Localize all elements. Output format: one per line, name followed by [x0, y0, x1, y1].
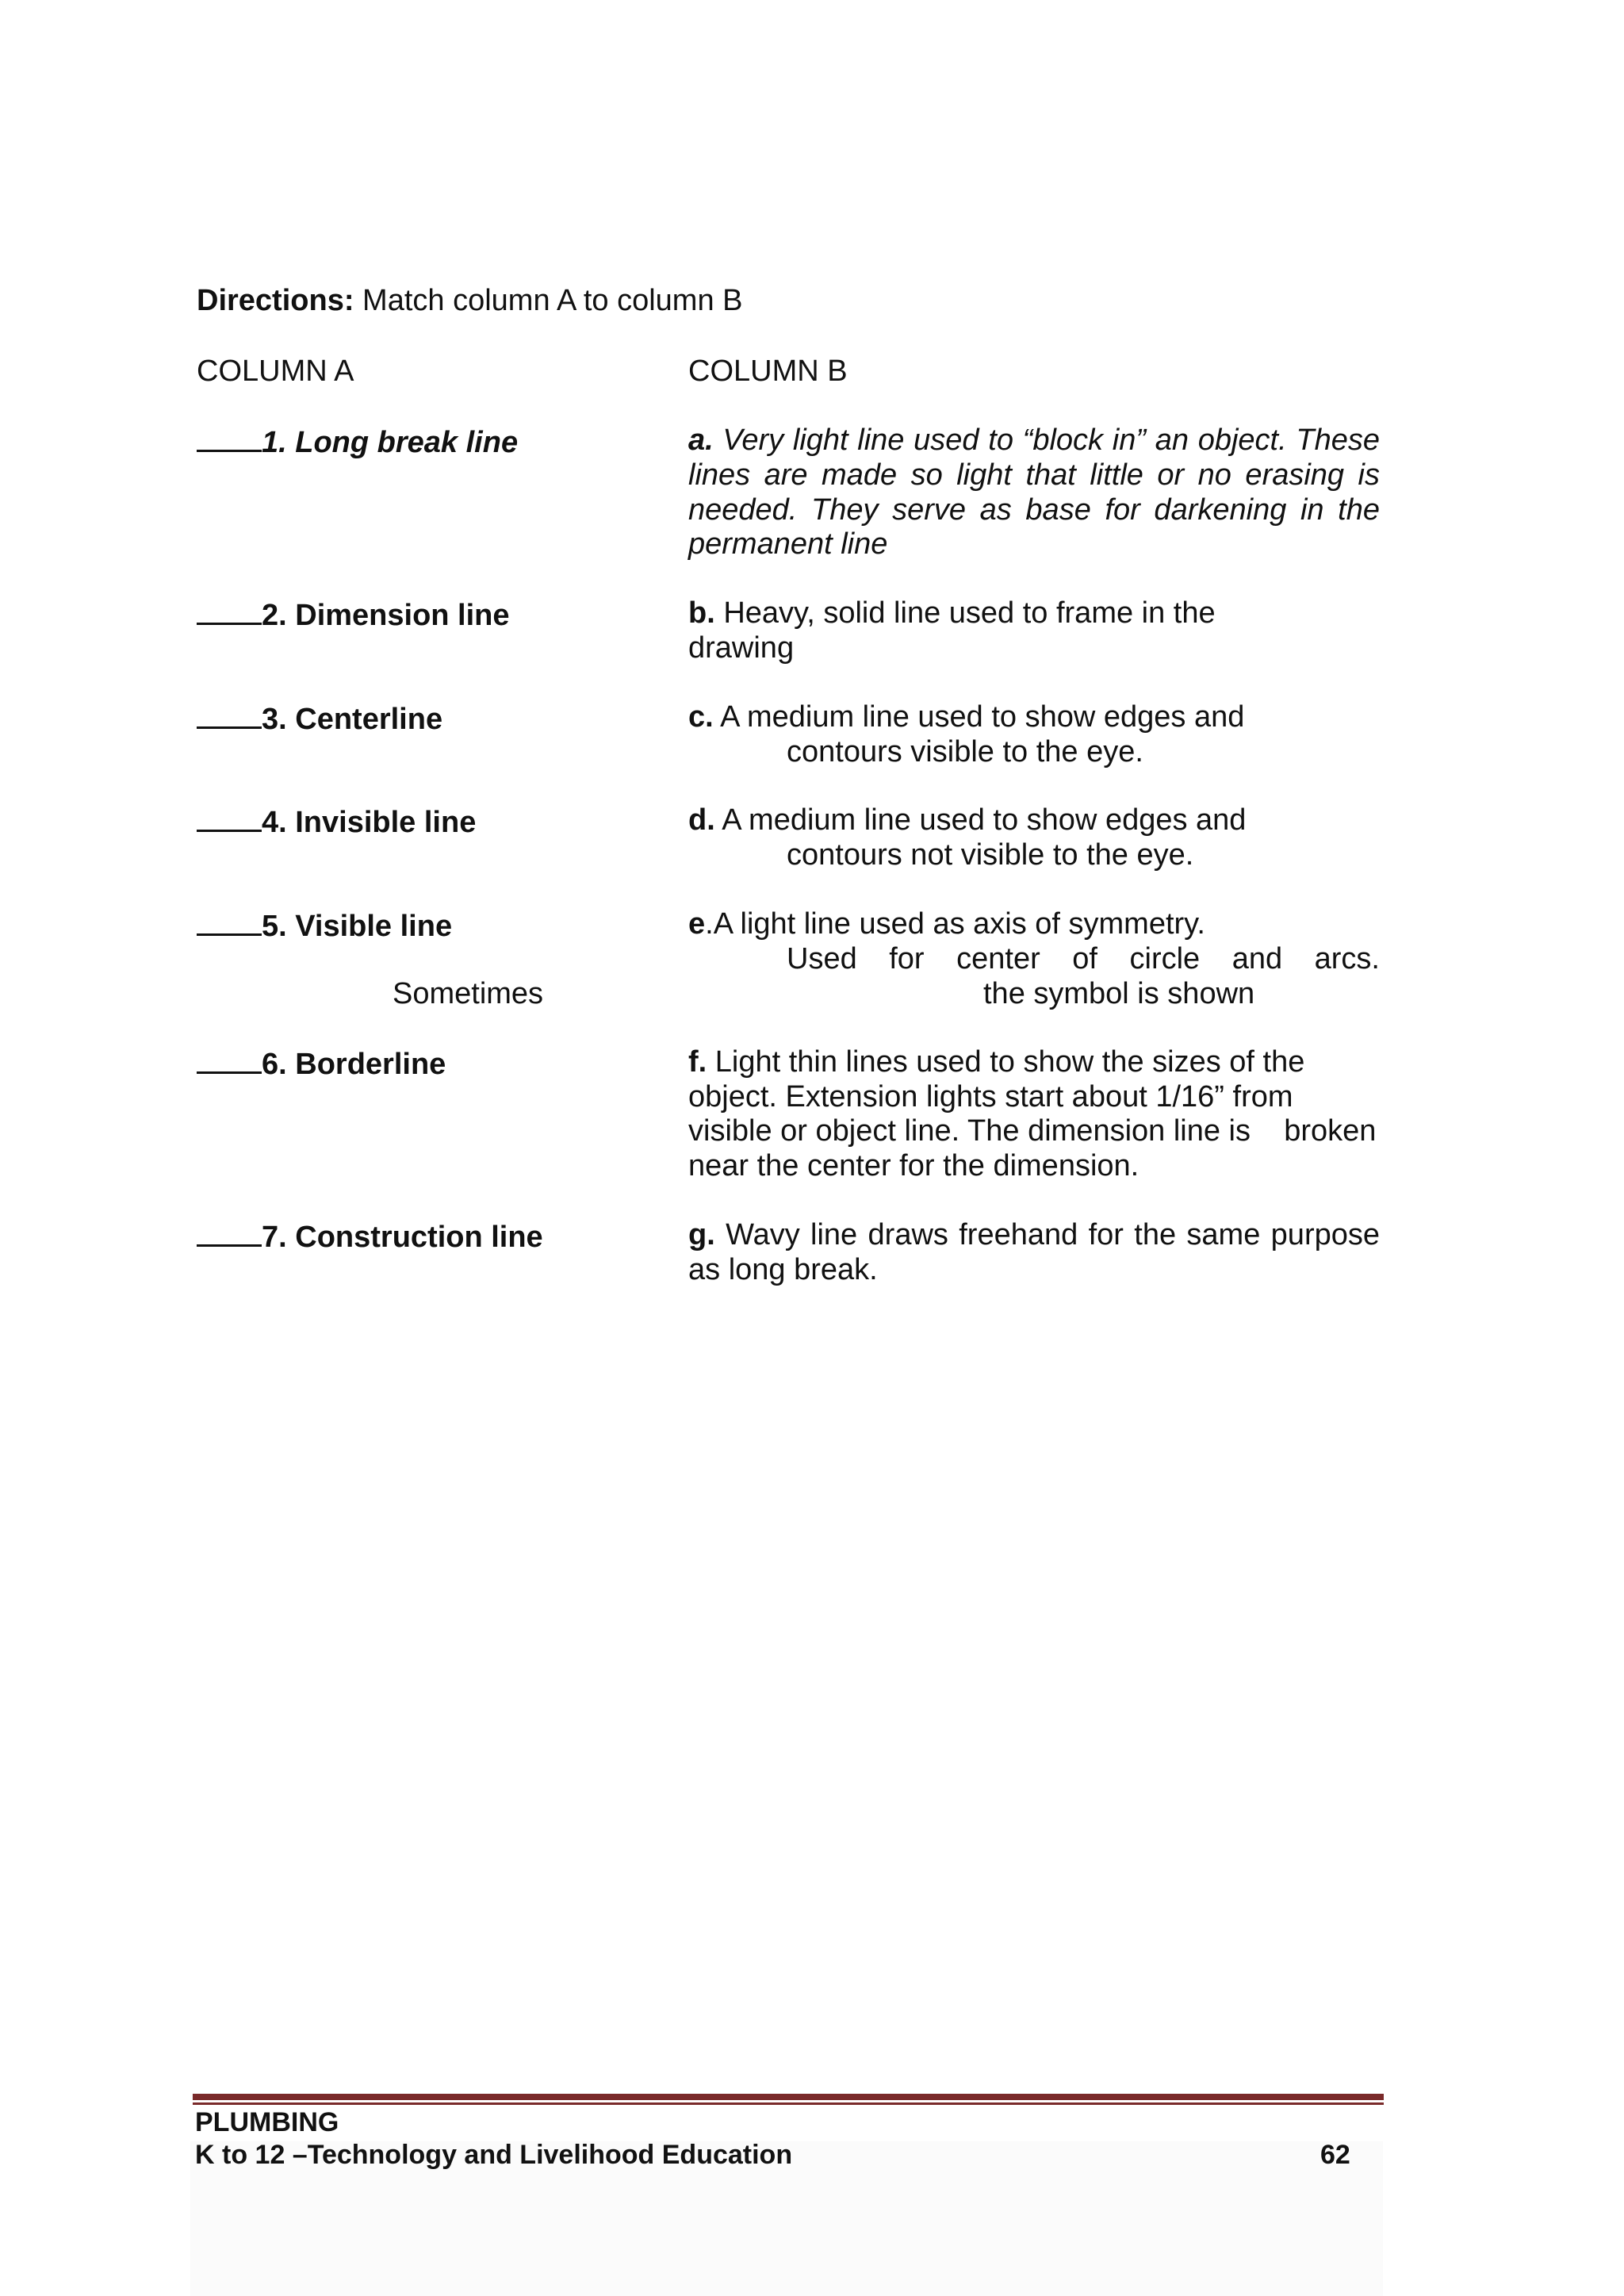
- directions-text: Match column A to column B: [354, 284, 743, 317]
- column-a-item-5: [197, 907, 452, 944]
- footer-course: K to 12 –Technology and Livelihood Education: [195, 2140, 793, 2170]
- answer-c-line-2: contours visible to the eye.: [787, 735, 1143, 769]
- answer-f-line-3: visible or object line. The dimension line is broken: [688, 1114, 1377, 1148]
- answer-text: .A light line used as axis of symmetry.: [705, 907, 1205, 941]
- item-label: 7. Construction line: [262, 1221, 543, 1254]
- answer-a-line-4: permanent line: [688, 527, 888, 561]
- answer-letter: a.: [688, 424, 714, 457]
- answer-blank[interactable]: [197, 423, 262, 452]
- answer-a-line-1: [688, 423, 1380, 458]
- answer-blank[interactable]: [197, 803, 262, 832]
- item-label: 6. Borderline: [262, 1048, 446, 1081]
- column-a-item-3: [197, 700, 442, 737]
- answer-g-line-1: [688, 1217, 1380, 1252]
- answer-b-line-2: drawing: [688, 631, 795, 665]
- answer-f-line-2: object. Extension lights start about 1/16” from: [688, 1080, 1293, 1114]
- item-label: 5. Visible line: [262, 910, 453, 943]
- answer-letter: b.: [688, 596, 715, 630]
- column-a-item-7: [197, 1217, 543, 1255]
- answer-letter: d.: [688, 803, 715, 837]
- item-label: 2. Dimension line: [262, 599, 510, 632]
- answer-a-line-3: needed. They serve as base for darkening in the: [688, 493, 1380, 527]
- answer-f-line-4: near the center for the dimension.: [688, 1149, 1139, 1182]
- answer-e-line-3: the symbol is shown: [983, 977, 1255, 1010]
- answer-g-line-2: as long break.: [688, 1253, 878, 1286]
- answer-text: Very light line used to “block in” an object. These: [722, 424, 1380, 457]
- answer-text: A medium line used to show edges and: [713, 700, 1245, 734]
- answer-d-line-1: [688, 803, 1246, 838]
- sometimes-text: Sometimes: [393, 977, 544, 1010]
- column-b-header: COLUMN B: [688, 355, 848, 388]
- answer-letter: g.: [688, 1218, 715, 1251]
- answer-letter: f.: [688, 1045, 707, 1079]
- page-number: 62: [1320, 2140, 1350, 2170]
- answer-blank[interactable]: [197, 1045, 262, 1074]
- directions: [197, 283, 743, 318]
- answer-e-line-1: [688, 907, 1205, 941]
- directions-label: Directions:: [197, 284, 354, 317]
- column-a-item-1: [197, 423, 518, 460]
- answer-b-line-1: [688, 596, 1216, 631]
- column-a-header: COLUMN A: [197, 355, 354, 388]
- answer-d-line-2: contours not visible to the eye.: [787, 838, 1194, 872]
- answer-a-line-2: lines are made so light that little or no erasing is: [688, 458, 1380, 492]
- answer-text: Wavy line draws freehand for the same purpose: [714, 1218, 1380, 1251]
- answer-blank[interactable]: [197, 907, 262, 936]
- answer-text: Light thin lines used to show the sizes of the: [707, 1045, 1305, 1079]
- column-a-item-2: [197, 596, 510, 633]
- footer-rule-thin: [193, 2102, 1384, 2105]
- answer-letter: c.: [688, 700, 714, 734]
- footer-rule-thick: [193, 2094, 1384, 2100]
- column-a-item-4: [197, 803, 476, 840]
- answer-blank[interactable]: [197, 596, 262, 625]
- answer-c-line-1: [688, 700, 1244, 734]
- answer-text: A medium line used to show edges and: [714, 803, 1247, 837]
- answer-blank[interactable]: [197, 1217, 262, 1247]
- answer-text: Heavy, solid line used to frame in the: [714, 596, 1216, 630]
- item-label: 4. Invisible line: [262, 806, 477, 839]
- answer-f-line-1: [688, 1045, 1304, 1079]
- answer-e-line-2: Used for center of circle and arcs.: [787, 942, 1380, 976]
- item-label: 3. Centerline: [262, 703, 443, 736]
- answer-blank[interactable]: [197, 700, 262, 729]
- footer-subject: PLUMBING: [195, 2107, 339, 2137]
- answer-letter: e: [688, 907, 706, 941]
- item-label: 1. Long break line: [262, 426, 519, 459]
- column-a-item-6: [197, 1045, 446, 1082]
